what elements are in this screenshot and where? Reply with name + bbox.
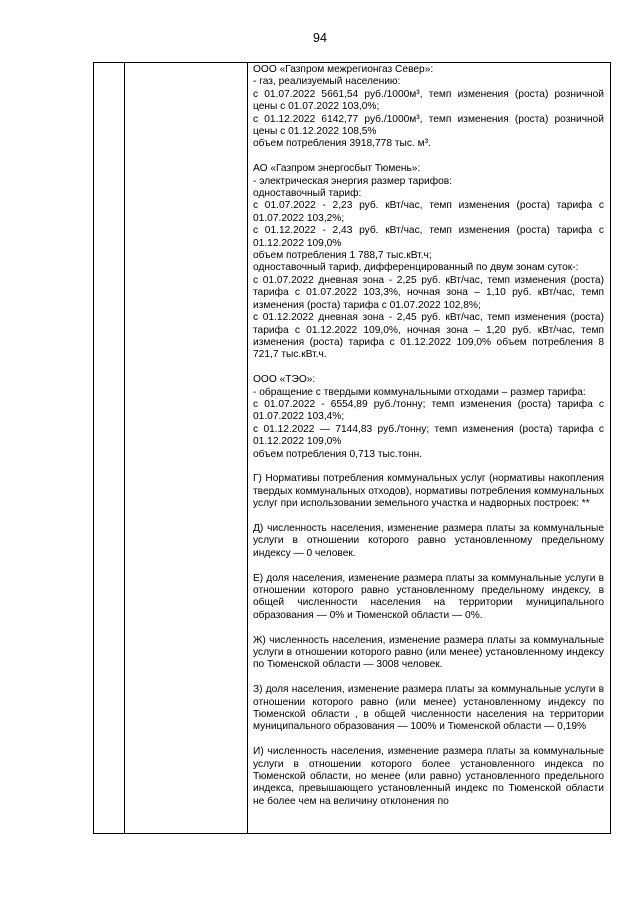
- document-line: - электрическая энергия размер тарифов:: [253, 175, 452, 187]
- document-line: И) численность населения, изменение размера платы за коммунальные услуги в отношении которого более установленного индекса по Тюменской области, но менее (или равно) установленного предельного индекса, превышающего установленный индекс по Тюменской области не более чем на величину отклонения по: [253, 746, 604, 807]
- page-number: 94: [313, 31, 327, 45]
- table-column-divider-2: [247, 63, 248, 833]
- document-line: - обращение с твердыми коммунальными отходами – размер тарифа:: [253, 386, 586, 398]
- document-line: с 01.07.2022 - 2,23 руб. кВт/час, темп изменения (роста) тарифа с 01.07.2022 103,2%;: [253, 200, 604, 224]
- paragraph-gap: [253, 362, 604, 374]
- document-line: ООО «ТЭО»:: [253, 374, 316, 386]
- paragraph-gap: [253, 734, 604, 746]
- paragraph-gap: [253, 151, 604, 163]
- document-line: З) доля населения, изменение размера платы за коммунальные услуги в отношении которого равно (или менее) установленному индексу по Тюменской области , в общей численности населения на территории муниципального образования — 100% и Тюменской области — 0,19%: [253, 684, 604, 733]
- document-line: объем потребления 1 788,7 тыс.кВт.ч;: [253, 250, 432, 262]
- document-line: Ж) численность населения, изменение размера платы за коммунальные услуги в отношении которого равно (или менее) установленному индексу по Тюменской области — 3008 человек.: [253, 634, 604, 671]
- paragraph-gap: [253, 511, 604, 523]
- document-line: Г) Нормативы потребления коммунальных услуг (нормативы накопления твердых коммунальных отходов), нормативы потребления коммунальных услуг при использовании земельного участка и надворных построек: **: [253, 473, 604, 510]
- document-line: с 01.12.2022 дневная зона - 2,45 руб. кВт/час, темп изменения (роста) тарифа с 01.12.2022 109,0%, ночная зона – 1,20 руб. кВт/час, темп изменения (роста) тарифа с 01.12.2022 109,0% объем потребления 8 721,7 тыс.кВт.ч.: [253, 312, 604, 361]
- table-content-cell: [253, 63, 604, 834]
- paragraph-gap: [253, 622, 604, 634]
- document-line: Д) численность населения, изменение размера платы за коммунальные услуги в отношении которого равно установленному предельному индексу — 0 человек.: [253, 522, 604, 559]
- document-line: ООО «Газпром межрегионгаз Север»:: [253, 64, 434, 75]
- document-line: с 01.07.2022 - 6554,89 руб./тонну; темп изменения (роста) тарифа с 01.07.2022 103,4%;: [253, 398, 604, 423]
- document-line: объем потребления 0,713 тыс.тонн.: [253, 448, 423, 460]
- document-line: одноставочный тариф, дифференцированный по двум зонам суток-:: [253, 262, 579, 274]
- table-column-divider-1: [124, 63, 125, 833]
- document-line: АО «Газпром энергосбыт Тюмень»:: [253, 163, 421, 175]
- paragraph-gap: [253, 461, 604, 473]
- document-line: одноставочный тариф:: [253, 188, 362, 200]
- document-table: [93, 62, 611, 834]
- document-line: с 01.07.2022 дневная зона - 2,25 руб. кВт/час, темп изменения (роста) тарифа с 01.07.2022 103,3%, ночная зона – 1,10 руб. кВт/час, темп изменения (роста) тарифа с 01.07.2022 102,8%;: [253, 274, 604, 311]
- document-line: с 01.12.2022 — 7144,83 руб./тонну; темп изменения (роста) тарифа с 01.12.2022 109,0%: [253, 423, 604, 448]
- document-line: объем потребления 3918,778 тыс. м³.: [253, 138, 431, 150]
- document-line: с 01.12.2022 6142,77 руб./1000м³, темп изменения (роста) розничной цены с 01.12.2022 108,5%: [253, 113, 604, 138]
- paragraph-gap: [253, 560, 604, 572]
- document-line: - газ, реализуемый населению:: [253, 76, 401, 88]
- document-line: с 01.12.2022 - 2,43 руб. кВт/час, темп изменения (роста) тарифа с 01.12.2022 109,0%: [253, 225, 604, 249]
- paragraph-gap: [253, 672, 604, 684]
- document-line: с 01.07.2022 5661,54 руб./1000м³, темп изменения (роста) розничной цены с 01.07.2022 103,0%;: [253, 88, 604, 113]
- document-line: Е) доля населения, изменение размера платы за коммунальные услуги в отношении которого равно установленному предельному индексу, в общей численности населения на территории муниципального образования — 0% и Тюменской области — 0%.: [253, 572, 604, 621]
